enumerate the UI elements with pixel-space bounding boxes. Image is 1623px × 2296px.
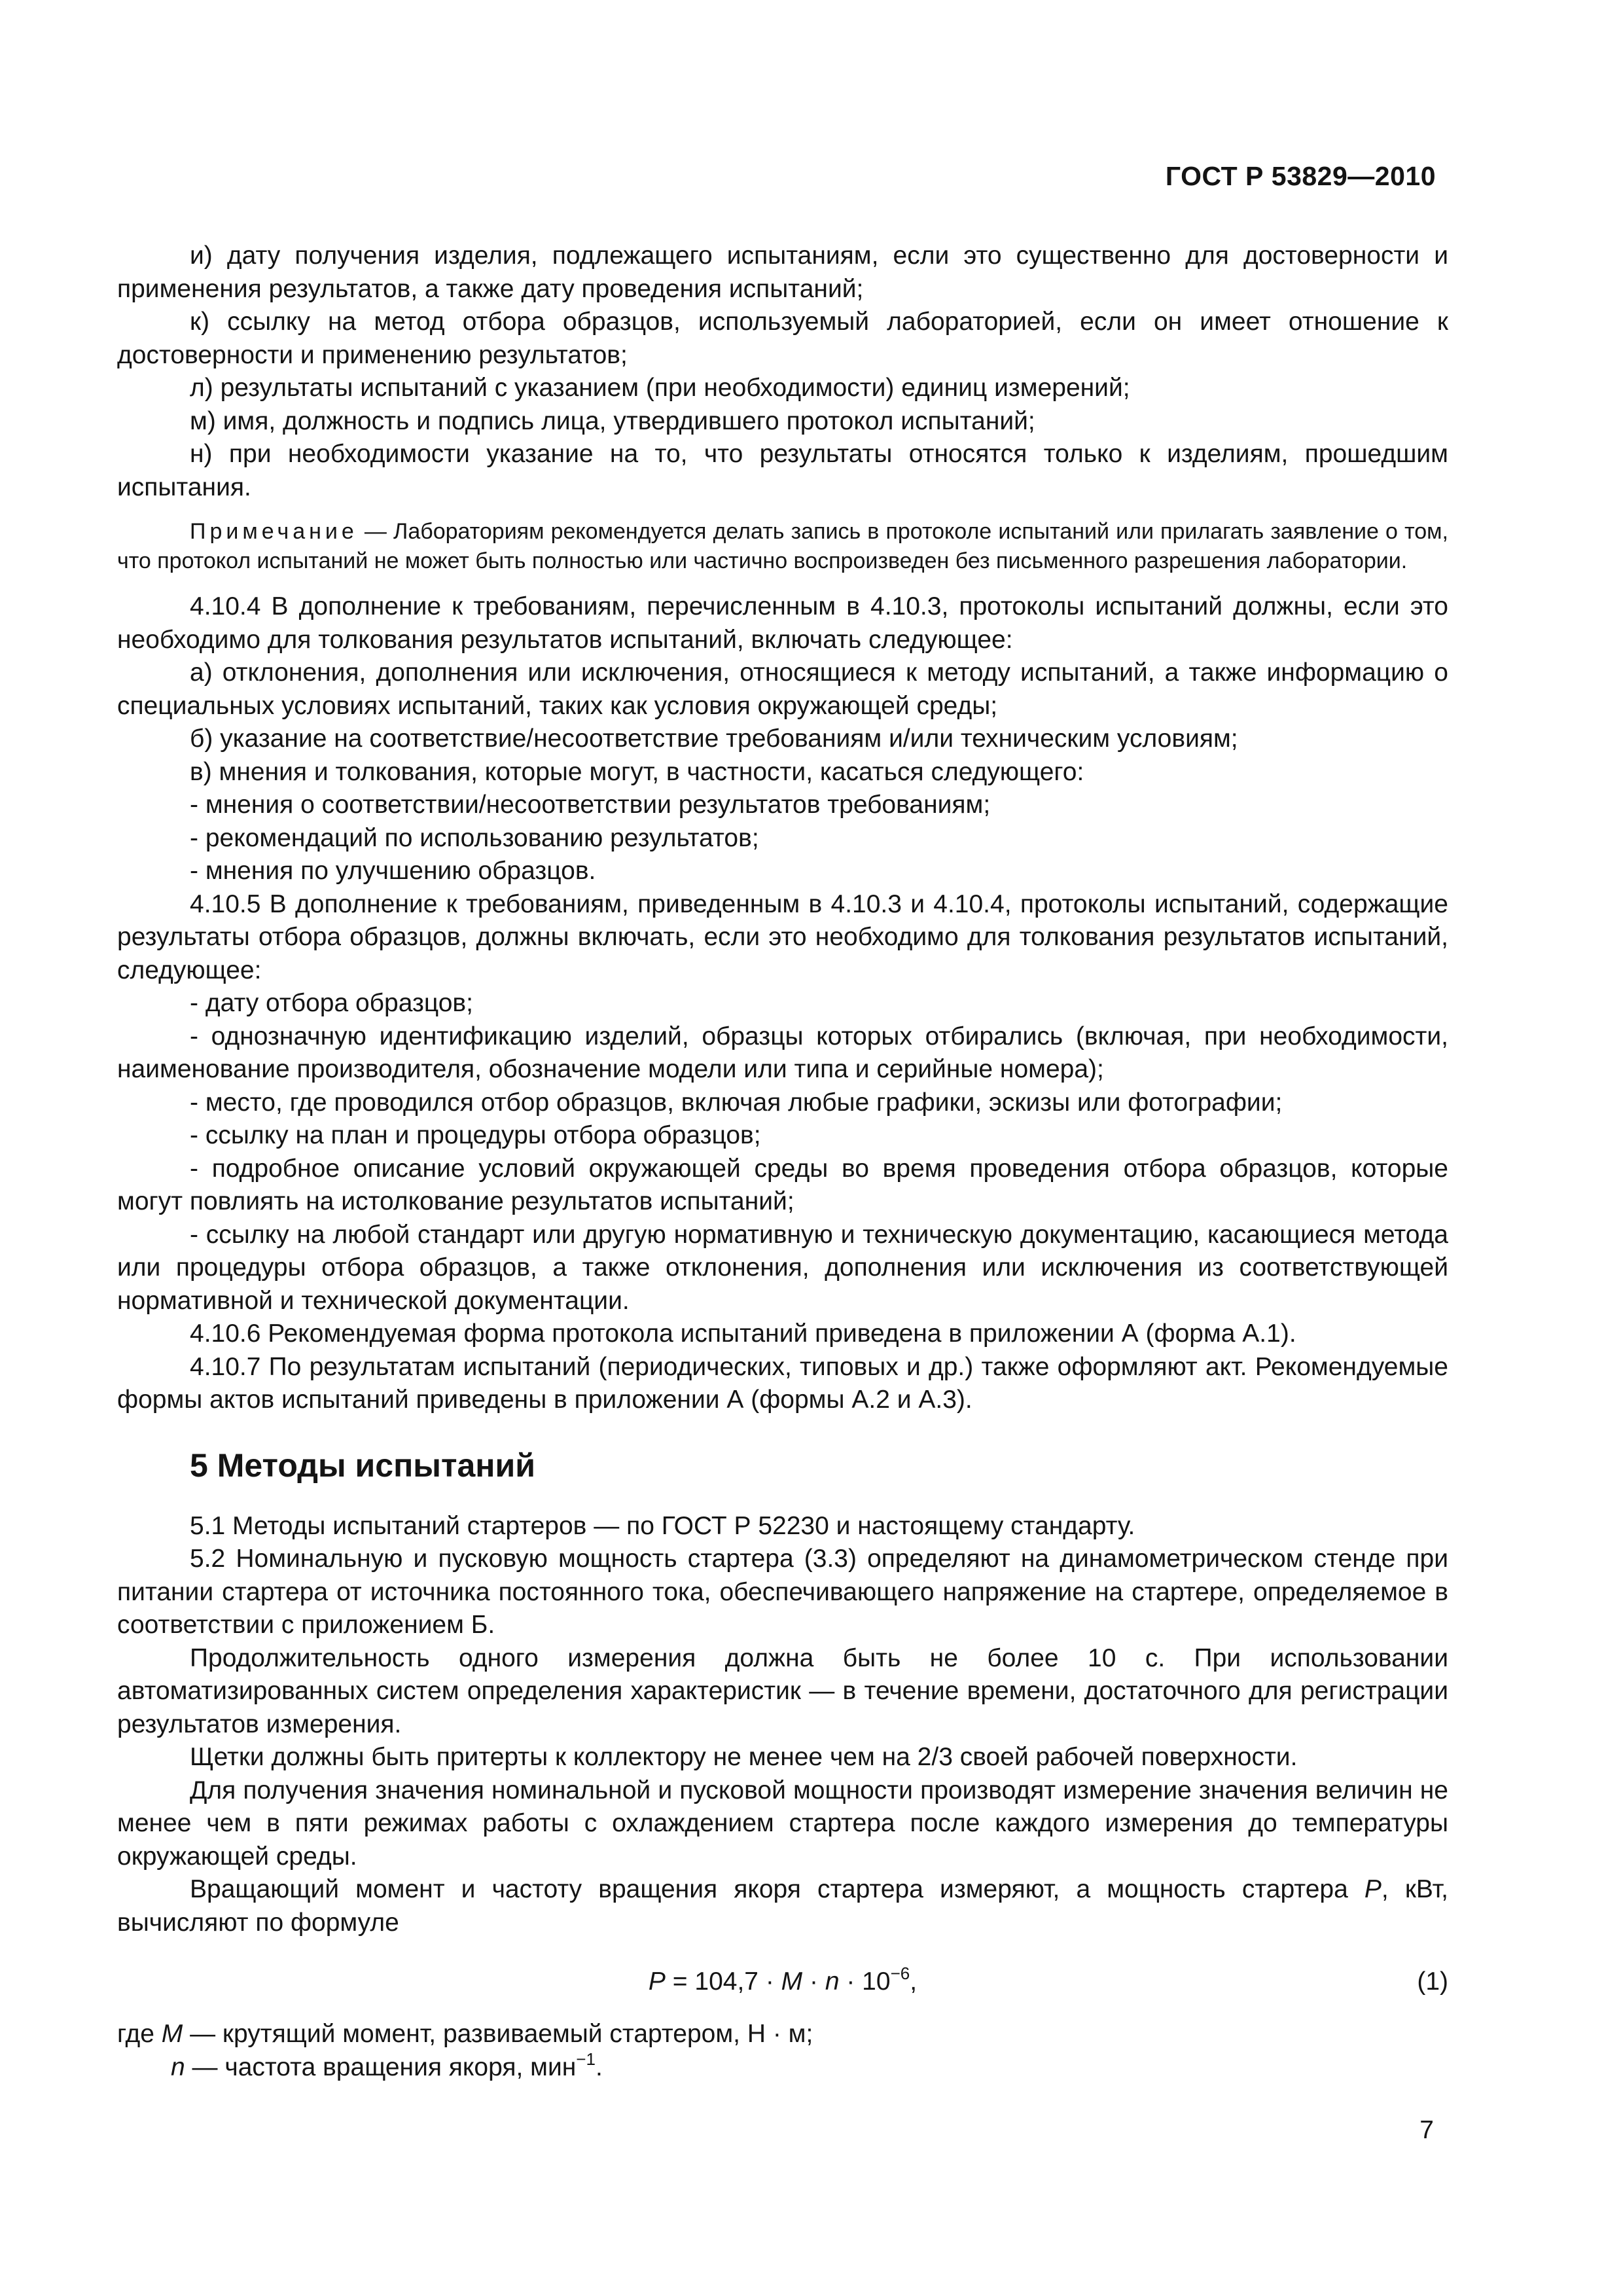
- list-item-a: а) отклонения, дополнения или исключения, относящиеся к методу испытаний, а также информацию о специальных условиях испытаний, таких как условия окружающей среды;: [117, 658, 1448, 720]
- list-item-n: н) при необходимости указание на то, что результаты относятся только к изделиям, прошедшим испытания.: [117, 440, 1448, 501]
- paragraph-4-10-5: 4.10.5 В дополнение к требованиям, приведенным в 4.10.3 и 4.10.4, протоколы испытаний, содержащие результаты отбора образцов, должны включать, если это необходимо для толкования результатов испытаний, следующее:: [117, 889, 1448, 984]
- formula: [117, 1965, 1448, 1999]
- formula-part: · 10: [839, 1967, 891, 1996]
- paragraph-5-2: 5.2 Номинальную и пусковую мощность стартера (3.3) определяют на динамометрическом стенде при питании стартера от источника постоянного тока, обеспечивающего напряжение на стартере, определяемое в соответствии с приложением Б.: [117, 1545, 1448, 1639]
- formula-intro: [117, 1873, 1448, 1939]
- where-prefix: где: [117, 2020, 162, 2048]
- variable-n: n: [171, 2053, 185, 2081]
- equation-number: (1): [1417, 1967, 1448, 1996]
- paragraph-4-10-4: 4.10.4 В дополнение к требованиям, перечисленным в 4.10.3, протоколы испытаний должны, если это необходимо для толкования результатов испытаний, включать следующее:: [117, 592, 1448, 654]
- dash-item: - мнения по улучшению образцов.: [190, 857, 596, 885]
- where-line-2: [117, 2051, 1448, 2085]
- dash-item: - подробное описание условий окружающей среды во время проведения отбора образцов, которые могут повлиять на истолкование результатов испытаний;: [117, 1154, 1448, 1215]
- formula-exponent: −6: [890, 1964, 910, 1983]
- page-content: [117, 240, 1448, 2084]
- dash-item: - мнения о соответствии/несоответствии результатов требованиям;: [190, 791, 991, 819]
- formula-part: ,: [910, 1967, 918, 1996]
- formula-var: M: [781, 1967, 803, 1996]
- list-item-k: к) ссылку на метод отбора образцов, используемый лабораторией, если он имеет отношение к достоверности и применению результатов;: [117, 308, 1448, 369]
- dash-item: - место, где проводился отбор образцов, включая любые графики, эскизы или фотографии;: [190, 1088, 1283, 1117]
- list-item-m: м) имя, должность и подпись лица, утвердившего протокол испытаний;: [190, 406, 1035, 435]
- paragraph-4-10-6: 4.10.6 Рекомендуемая форма протокола испытаний приведена в приложении А (форма А.1).: [190, 1319, 1296, 1348]
- section-heading: 5 Методы испытаний: [190, 1446, 535, 1484]
- where-text: — крутящий момент, развиваемый стартером, Н · м;: [183, 2020, 813, 2048]
- formula-var: n: [825, 1967, 840, 1996]
- list-item-v: в) мнения и толкования, которые могут, в частности, касаться следующего:: [190, 757, 1084, 786]
- variable-m: M: [161, 2020, 183, 2048]
- list-item-l: л) результаты испытаний с указанием (при необходимости) единиц измерений;: [190, 374, 1130, 402]
- formula-intro-text: , кВт, вычисляют по формуле: [117, 1875, 1448, 1937]
- paragraph: Щетки должны быть притерты к коллектору не менее чем на 2/3 своей рабочей поверхности.: [190, 1743, 1298, 1771]
- formula-row: [117, 1965, 1448, 2001]
- paragraph-5-1: 5.1 Методы испытаний стартеров — по ГОСТ Р 52230 и настоящему стандарту.: [190, 1511, 1135, 1540]
- list-item-i: и) дату получения изделия, подлежащего испытаниям, если это существенно для достоверности и применения результатов, а также дату проведения испытаний;: [117, 242, 1448, 303]
- dash-item: - однозначную идентификацию изделий, образцы которых отбирались (включая, при необходимости, наименование производителя, обозначение модели или типа и серийные номера);: [117, 1022, 1448, 1083]
- where-text: .: [595, 2053, 603, 2081]
- dash-item: - ссылку на любой стандарт или другую нормативную и техническую документацию, касающиеся метода или процедуры отбора образцов, а также отклонения, дополнения или исключения из соответствующей нормативной и технической документации.: [117, 1220, 1448, 1315]
- formula-part: = 104,7 ·: [665, 1967, 781, 1996]
- where-line-1: [117, 2018, 1448, 2051]
- document-header: ГОСТ Р 53829—2010: [1165, 161, 1436, 191]
- variable-p: P: [1364, 1875, 1382, 1903]
- list-item-b: б) указание на соответствие/несоответствие требованиям и/или техническим условиям;: [190, 725, 1238, 753]
- paragraph: Продолжительность одного измерения должна быть не более 10 с. При использовании автоматизированных систем определения характеристик — в течение времени, достаточного для регистрации результатов измерения.: [117, 1643, 1448, 1738]
- formula-part: ·: [802, 1967, 825, 1996]
- paragraph-4-10-7: 4.10.7 По результатам испытаний (периодических, типовых и др.) также оформляют акт. Рекомендуемые формы актов испытаний приведены в приложении А (формы А.2 и А.3).: [117, 1352, 1448, 1414]
- formula-var: P: [648, 1967, 666, 1996]
- where-text: — частота вращения якоря, мин: [185, 2053, 577, 2081]
- paragraph: Для получения значения номинальной и пусковой мощности производят измерение значения величин не менее чем в пяти режимах работы с охлаждением стартера после каждого измерения до температуры окружающей среды.: [117, 1776, 1448, 1871]
- note: [117, 517, 1448, 576]
- unit-exponent: −1: [576, 2049, 596, 2069]
- note-text: — Лабораториям рекомендуется делать запись в протоколе испытаний или прилагать заявление о том, что протокол испытаний не может быть полностью или частично воспроизведен без письменного разрешения лаборатории.: [117, 519, 1448, 573]
- note-label: Примечание: [190, 519, 358, 544]
- dash-item: - ссылку на план и процедуры отбора образцов;: [190, 1121, 761, 1149]
- page-number: 7: [1419, 2116, 1434, 2144]
- formula-intro-text: Вращающий момент и частоту вращения якоря стартера измеряют, а мощность стартера: [190, 1875, 1364, 1903]
- dash-item: - дату отбора образцов;: [190, 989, 473, 1017]
- dash-item: - рекомендаций по использованию результатов;: [190, 823, 759, 852]
